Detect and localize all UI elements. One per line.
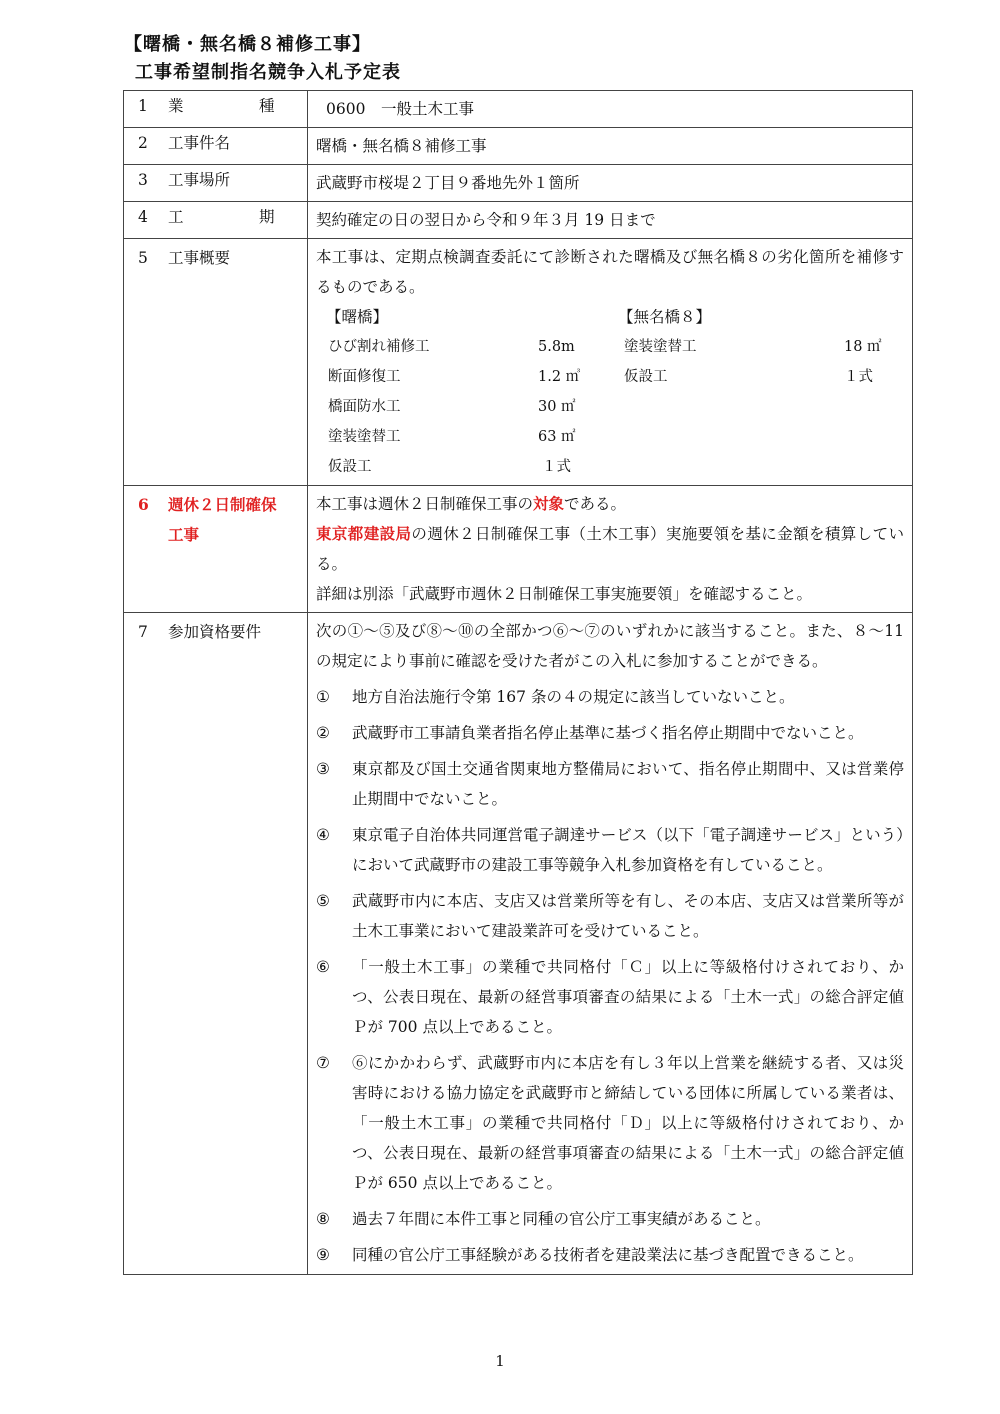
item-quantity: 63 ㎡ <box>538 429 576 445</box>
table-row <box>124 165 913 202</box>
row-number: 3 <box>138 171 148 189</box>
item-quantity: 30 ㎡ <box>538 399 576 415</box>
item-name: ひび割れ補修工 <box>328 339 430 355</box>
list-marker: ④ <box>316 826 330 844</box>
statement-text: である。 <box>564 495 627 513</box>
row-label <box>168 490 307 550</box>
work-item-row <box>316 392 904 422</box>
statement-text: の週休２日制確保工事（土木工事）実施要領を基に金額を積算している。 <box>316 525 904 573</box>
work-item-row <box>316 332 904 362</box>
row-number: 5 <box>138 249 148 267</box>
highlight-text: 東京都建設局 <box>316 524 412 543</box>
list-text: 東京電子自治体共同運営電子調達サービス（以下「電子調達サービス」という）において武蔵野市の建設工事等競争入札参加資格を有していること。 <box>352 826 904 874</box>
document-title: 【曙橋・無名橋８補修工事】 <box>124 34 371 55</box>
list-text: 「一般土木工事」の業種で共同格付「Ｃ」以上に等級格付けされており、かつ、公表日現在、最新の経営事項審査の結果による「土木一式」の総合評定値Ｐが 700 点以上であること。 <box>352 958 904 1036</box>
row-label: 工事概要 <box>168 249 231 267</box>
row-label: 工事場所 <box>168 171 231 189</box>
row-header <box>124 239 308 486</box>
list-marker: ⑤ <box>316 892 330 910</box>
list-text: 武蔵野市内に本店、支店又は営業所等を有し、その本店、支店又は営業所等が土木工事業において建設業許可を受けていること。 <box>352 892 904 940</box>
row-header <box>124 165 308 202</box>
list-item <box>316 1048 904 1198</box>
row-number: 1 <box>138 97 148 115</box>
list-text: ⑥にかかわらず、武蔵野市内に本店を有し３年以上営業を継続する者、又は災害時における協力協定を武蔵野市と締結している団体に所属している業者は、「一般土木工事」の業種で共同格付「Ｄ」以上に等級格付けされており、かつ、公表日現在、最新の経営事項審査の結果による「土木一式」の総合評定値Ｐが 650 点以上であること。 <box>352 1054 904 1192</box>
row-label: 工事件名 <box>168 134 231 152</box>
item-quantity: １式 <box>844 369 873 385</box>
row-number: 7 <box>138 623 148 641</box>
list-text: 過去７年間に本件工事と同種の官公庁工事実績があること。 <box>352 1210 771 1228</box>
item-quantity: 5.8m <box>538 339 575 355</box>
table-row <box>124 91 913 128</box>
work-item-row <box>316 422 904 452</box>
table-row <box>124 128 913 165</box>
row-number: 4 <box>138 208 148 226</box>
list-item <box>316 1204 904 1234</box>
row-header <box>124 486 308 613</box>
list-item <box>316 952 904 1042</box>
row-number: 6 <box>138 495 149 514</box>
highlight-text: 対象 <box>533 494 565 513</box>
page-number: 1 <box>495 1352 505 1370</box>
item-name: 橋面防水工 <box>328 399 401 415</box>
document-subtitle: 工事希望制指名競争入札予定表 <box>135 62 401 83</box>
list-marker: ③ <box>316 760 330 778</box>
list-marker: ② <box>316 724 330 742</box>
row-header <box>124 613 308 1275</box>
item-quantity: １式 <box>542 459 571 475</box>
list-marker: ⑧ <box>316 1210 330 1228</box>
list-item <box>316 754 904 814</box>
item-quantity: 18 ㎡ <box>844 339 882 355</box>
item-quantity: 1.2 ㎥ <box>538 369 581 385</box>
item-name: 断面修復工 <box>328 369 401 385</box>
list-text: 東京都及び国土交通省関東地方整備局において、指名停止期間中、又は営業停止期間中でないこと。 <box>352 760 904 808</box>
row-number: 2 <box>138 134 148 152</box>
item-name: 塗装塗替工 <box>328 429 401 445</box>
row-label: 参加資格要件 <box>168 623 262 641</box>
weekly-two-days-statement <box>316 489 904 519</box>
row-value: 曙橋・無名橋８補修工事 <box>316 137 487 155</box>
list-item <box>316 1240 904 1270</box>
row-header <box>124 202 308 239</box>
group-heading-akebono: 【曙橋】 <box>326 308 389 326</box>
bid-schedule-table <box>123 90 913 1275</box>
row-header <box>124 91 308 128</box>
list-text: 同種の官公庁工事経験がある技術者を建設業法に基づき配置できること。 <box>352 1246 864 1264</box>
qualification-intro: 次の①～⑤及び⑧～⑩の全部かつ⑥～⑦のいずれかに該当すること。また、８～11 の規定により事前に確認を受けた者がこの入札に参加することができる。 <box>316 622 904 670</box>
row-label: 業 種 <box>168 97 305 115</box>
list-item <box>316 718 904 748</box>
list-marker: ⑨ <box>316 1246 330 1264</box>
item-name: 仮設工 <box>624 369 668 385</box>
table-row <box>124 486 913 613</box>
list-item <box>316 886 904 946</box>
list-marker: ① <box>316 688 330 706</box>
work-item-row <box>316 362 904 392</box>
row-label: 工 期 <box>168 208 305 226</box>
weekly-two-days-reference: 詳細は別添「武蔵野市週休２日制確保工事実施要領」を確認すること。 <box>316 585 813 603</box>
row-header <box>124 128 308 165</box>
table-row <box>124 239 913 486</box>
row-value: 0600 一般土木工事 <box>326 100 474 118</box>
list-item <box>316 682 904 712</box>
list-text: 地方自治法施行令第 167 条の４の規定に該当していないこと。 <box>352 688 795 706</box>
weekly-two-days-basis <box>316 519 904 579</box>
row-label-line2: 工事 <box>168 525 200 544</box>
table-row <box>124 202 913 239</box>
row-label-line1: 週休２日制確保 <box>168 495 277 514</box>
list-text: 武蔵野市工事請負業者指名停止基準に基づく指名停止期間中でないこと。 <box>352 724 864 742</box>
row-value: 契約確定の日の翌日から令和９年３月 19 日まで <box>316 211 656 229</box>
item-name: 仮設工 <box>328 459 372 475</box>
work-item-row <box>316 452 904 482</box>
list-marker: ⑥ <box>316 958 330 976</box>
work-summary-text: 本工事は、定期点検調査委託にて診断された曙橋及び無名橋８の劣化箇所を補修するものである。 <box>316 248 904 296</box>
list-item <box>316 820 904 880</box>
statement-text: 本工事は週休２日制確保工事の <box>316 495 534 513</box>
list-marker: ⑦ <box>316 1054 330 1072</box>
row-value: 武蔵野市桜堤２丁目９番地先外１箇所 <box>316 174 580 192</box>
item-name: 塗装塗替工 <box>624 339 697 355</box>
group-heading-mumei: 【無名橋８】 <box>618 308 712 326</box>
table-row <box>124 613 913 1275</box>
